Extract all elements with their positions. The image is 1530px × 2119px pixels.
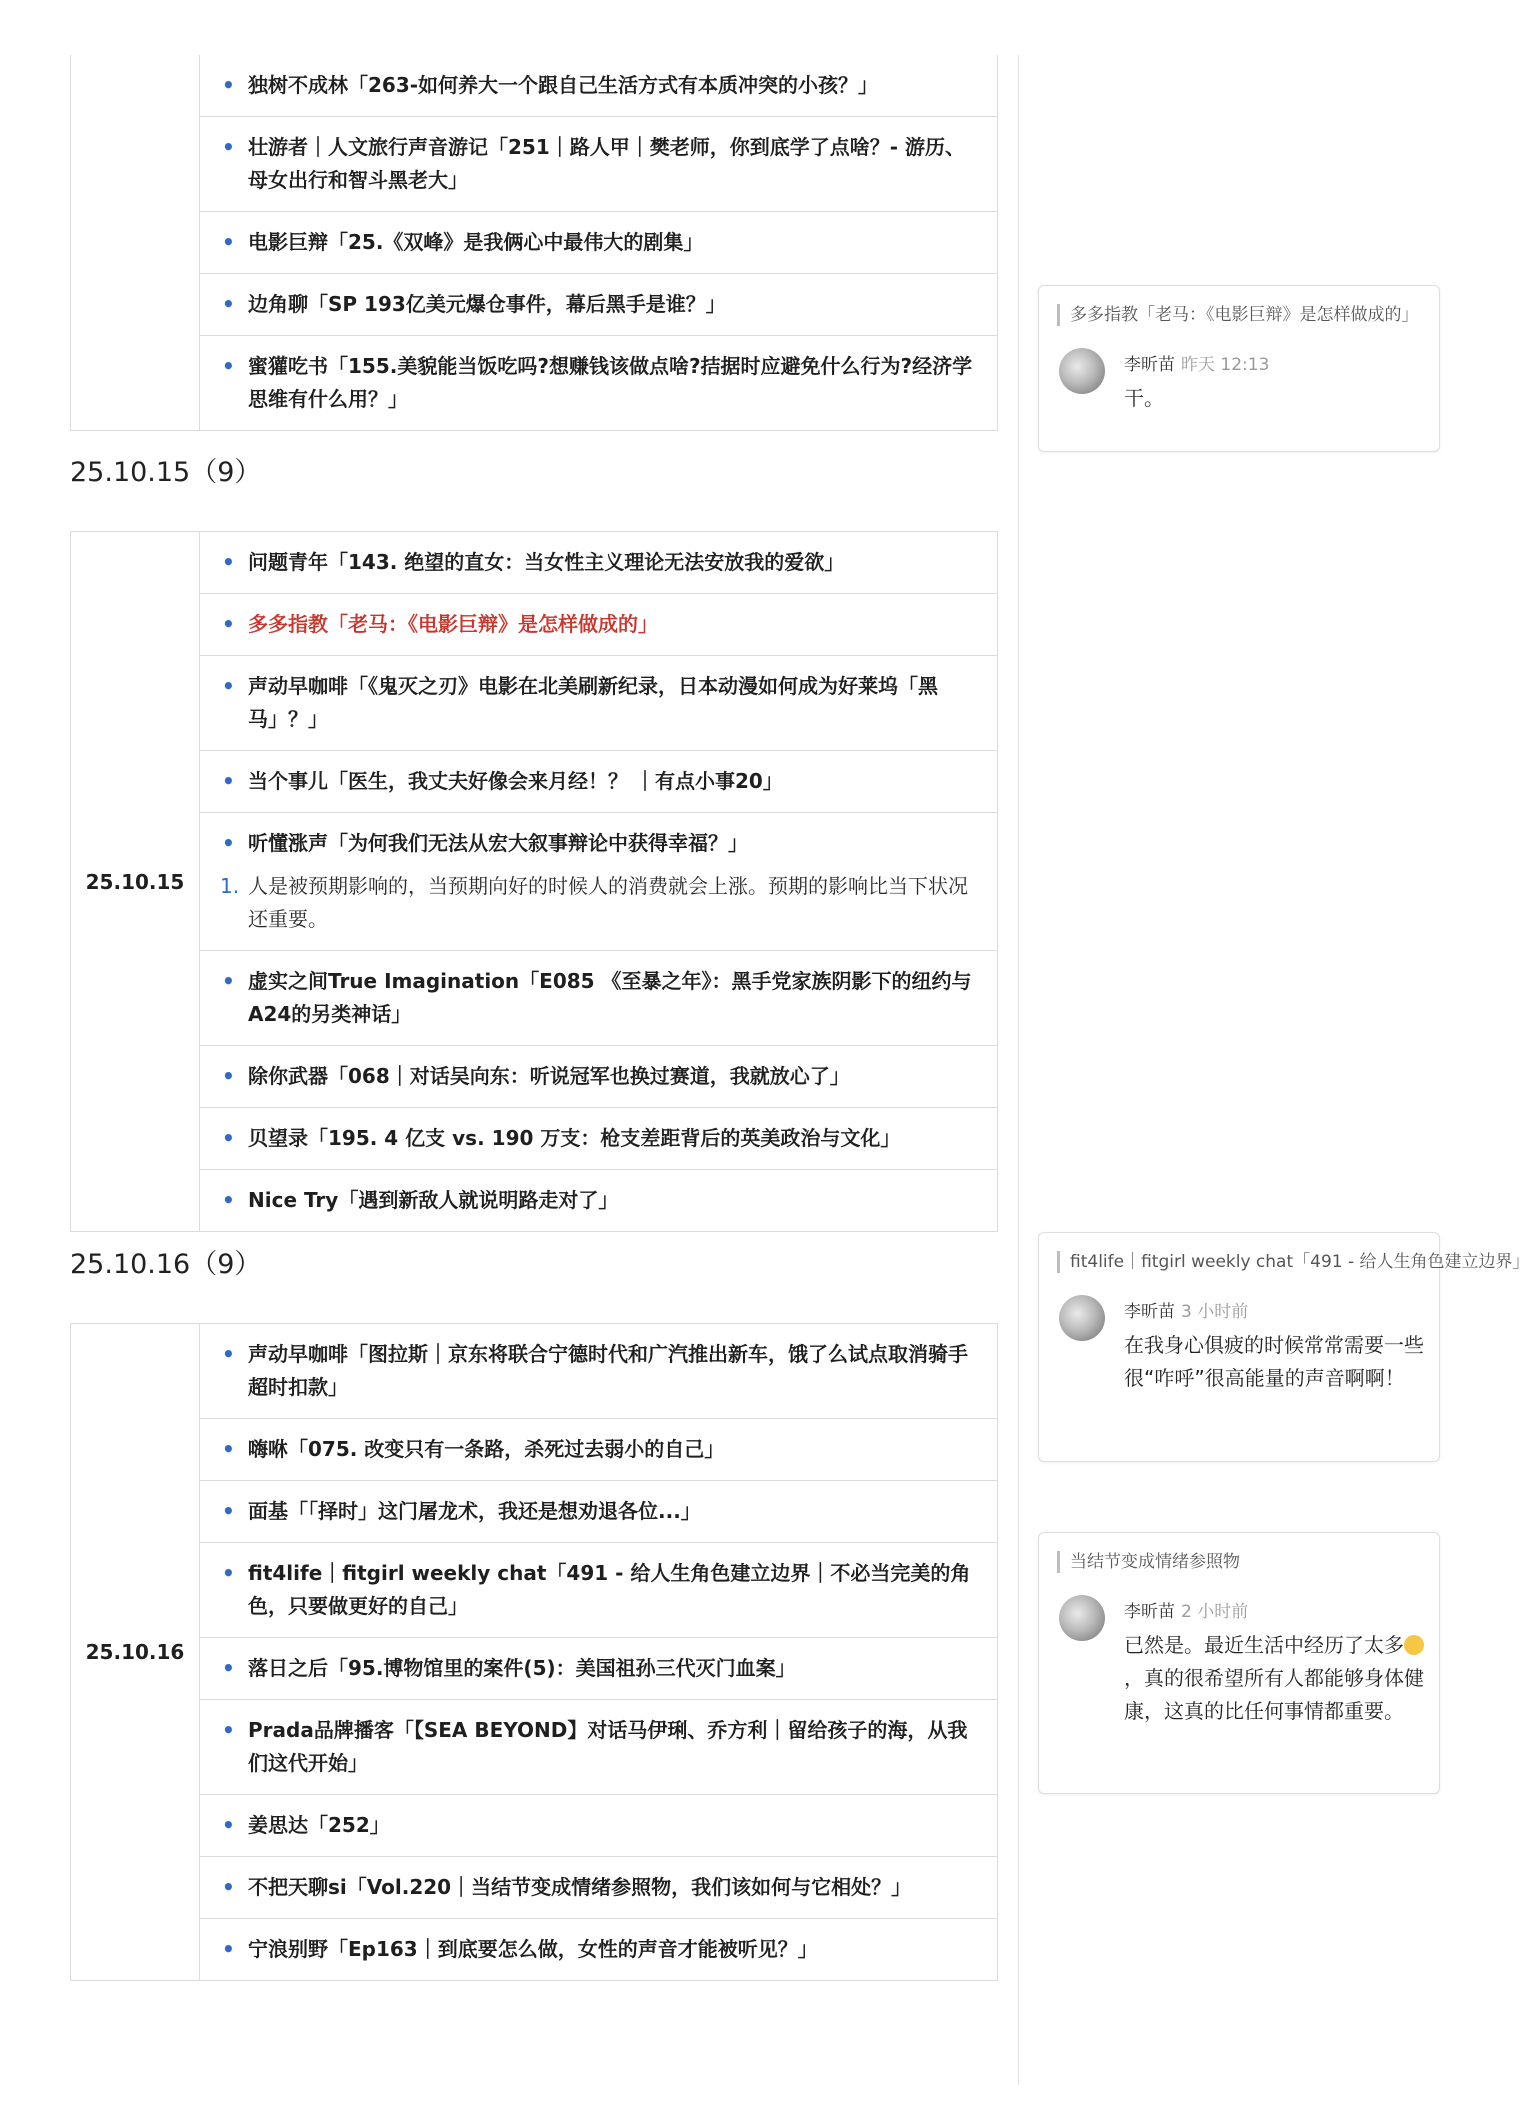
list-item: • Nice Try「遇到新敌人就说明路走对了」 — [200, 1170, 998, 1232]
list-item: • 声动早咖啡「《鬼灭之刃》电影在北美刷新纪录，日本动漫如何成为好莱坞「黑马」？」 — [200, 656, 998, 751]
comment-body: 已然是。最近生活中经历了太多，真的很希望所有人都能够身体健康，这真的比任何事情都重要。 — [1124, 1633, 1424, 1723]
comment-author: 李昕苗 — [1124, 1302, 1175, 1322]
comment-quote: 当结节变成情绪参照物 — [1057, 1551, 1425, 1573]
list-item: • 壮游者｜人文旅行声音游记「251｜路人甲｜樊老师，你到底学了点啥？- 游历、母女出行和智斗黑老大」 — [200, 117, 998, 212]
comment-card[interactable] — [1038, 285, 1440, 452]
day-heading-1016: 25.10.16（9） — [70, 1249, 262, 1280]
comment-body: 干。 — [1124, 386, 1164, 410]
comment-author: 李昕苗 — [1124, 1602, 1175, 1622]
comment-margin-divider — [1018, 55, 1019, 2085]
list-item: • 电影巨辩「25.《双峰》是我俩心中最伟大的剧集」 — [200, 212, 998, 274]
list-item: • 除你武器「068｜对话吴向东：听说冠军也换过赛道，我就放心了」 — [200, 1046, 998, 1108]
day-table-previous — [70, 55, 998, 431]
comment-quote: fit4life｜fitgirl weekly chat「491 - 给人生角色建立边界」 — [1057, 1251, 1425, 1273]
list-item: • 姜思达「252」 — [200, 1795, 998, 1857]
avatar — [1059, 348, 1105, 394]
comment-time: 昨天 12:13 — [1181, 355, 1270, 375]
date-cell: 25.10.16 — [71, 1324, 200, 1981]
list-item: • 问题青年「143. 绝望的直女：当女性主义理论无法安放我的爱欲」 — [200, 532, 998, 594]
comment-time: 2 小时前 — [1181, 1602, 1249, 1622]
list-item: • 宁浪别野「Ep163｜到底要怎么做，女性的声音才能被听见？」 — [200, 1919, 998, 1981]
day-heading-1015: 25.10.15（9） — [70, 457, 262, 488]
item-note: 1. 人是被预期影响的，当预期向好的时候人的消费就会上涨。预期的影响比当下状况还重要。 — [220, 874, 968, 931]
date-cell — [71, 55, 200, 431]
list-item: • 当个事儿「医生，我丈夫好像会来月经！？ ｜有点小事20」 — [200, 751, 998, 813]
comment-quote: 多多指教「老马：《电影巨辩》是怎样做成的」 — [1057, 304, 1425, 326]
list-item: • 嗨咻「075. 改变只有一条路，杀死过去弱小的自己」 — [200, 1419, 998, 1481]
day-table-1015 — [70, 531, 998, 1232]
date-cell: 25.10.15 — [71, 532, 200, 1232]
list-item: • 边角聊「SP 193亿美元爆仓事件，幕后黑手是谁？」 — [200, 274, 998, 336]
list-item: • 不把天聊si「Vol.220｜当结节变成情绪参照物，我们该如何与它相处？」 — [200, 1857, 998, 1919]
list-item: • 落日之后「95.博物馆里的案件(5)：美国祖孙三代灭门血案」 — [200, 1638, 998, 1700]
comment-time: 3 小时前 — [1181, 1302, 1249, 1322]
list-item-with-note: • 听懂涨声「为何我们无法从宏大叙事辩论中获得幸福？」 1. 人是被预期影响的，当预期向好的时候人的消费就会上涨。预期的影响比当下状况还重要。 — [200, 813, 998, 951]
avatar — [1059, 1595, 1105, 1641]
day-table-1016 — [70, 1323, 998, 1981]
list-item-highlighted: • 多多指教「老马：《电影巨辩》是怎样做成的」 — [200, 594, 998, 656]
avatar — [1059, 1295, 1105, 1341]
list-item: • 面基「「择时」这门屠龙术，我还是想劝退各位...」 — [200, 1481, 998, 1543]
comment-card[interactable] — [1038, 1532, 1440, 1794]
list-item: • Prada品牌播客「【SEA BEYOND】对话马伊琍、乔方利｜留给孩子的海，从我们这代开始」 — [200, 1700, 998, 1795]
list-item: • 贝望录「195. 4 亿支 vs. 190 万支：枪支差距背后的英美政治与文化」 — [200, 1108, 998, 1170]
list-item: • 虚实之间True Imagination「E085 《至暴之年》：黑手党家族阴影下的纽约与A24的另类神话」 — [200, 951, 998, 1046]
comment-body: 在我身心俱疲的时候常常需要一些很“咋呼”很高能量的声音啊啊！ — [1124, 1333, 1424, 1390]
comment-author: 李昕苗 — [1124, 355, 1175, 375]
list-item: • fit4life｜fitgirl weekly chat「491 - 给人生角色建立边界｜不必当完美的角色，只要做更好的自己」 — [200, 1543, 998, 1638]
list-item: • 独树不成林「263-如何养大一个跟自己生活方式有本质冲突的小孩？」 — [200, 55, 998, 117]
worried-face-icon — [1404, 1635, 1424, 1655]
comment-meta — [1124, 1297, 1248, 1322]
comment-meta — [1124, 1597, 1248, 1622]
list-item: • 声动早咖啡「图拉斯｜京东将联合宁德时代和广汽推出新车，饿了么试点取消骑手超时扣款」 — [200, 1324, 998, 1419]
comment-card[interactable] — [1038, 1232, 1530, 1462]
list-item: • 蜜獾吃书「155.美貌能当饭吃吗?想赚钱该做点啥?拮据时应避免什么行为?经济学思维有什么用？」 — [200, 336, 998, 431]
comment-meta — [1124, 350, 1269, 375]
